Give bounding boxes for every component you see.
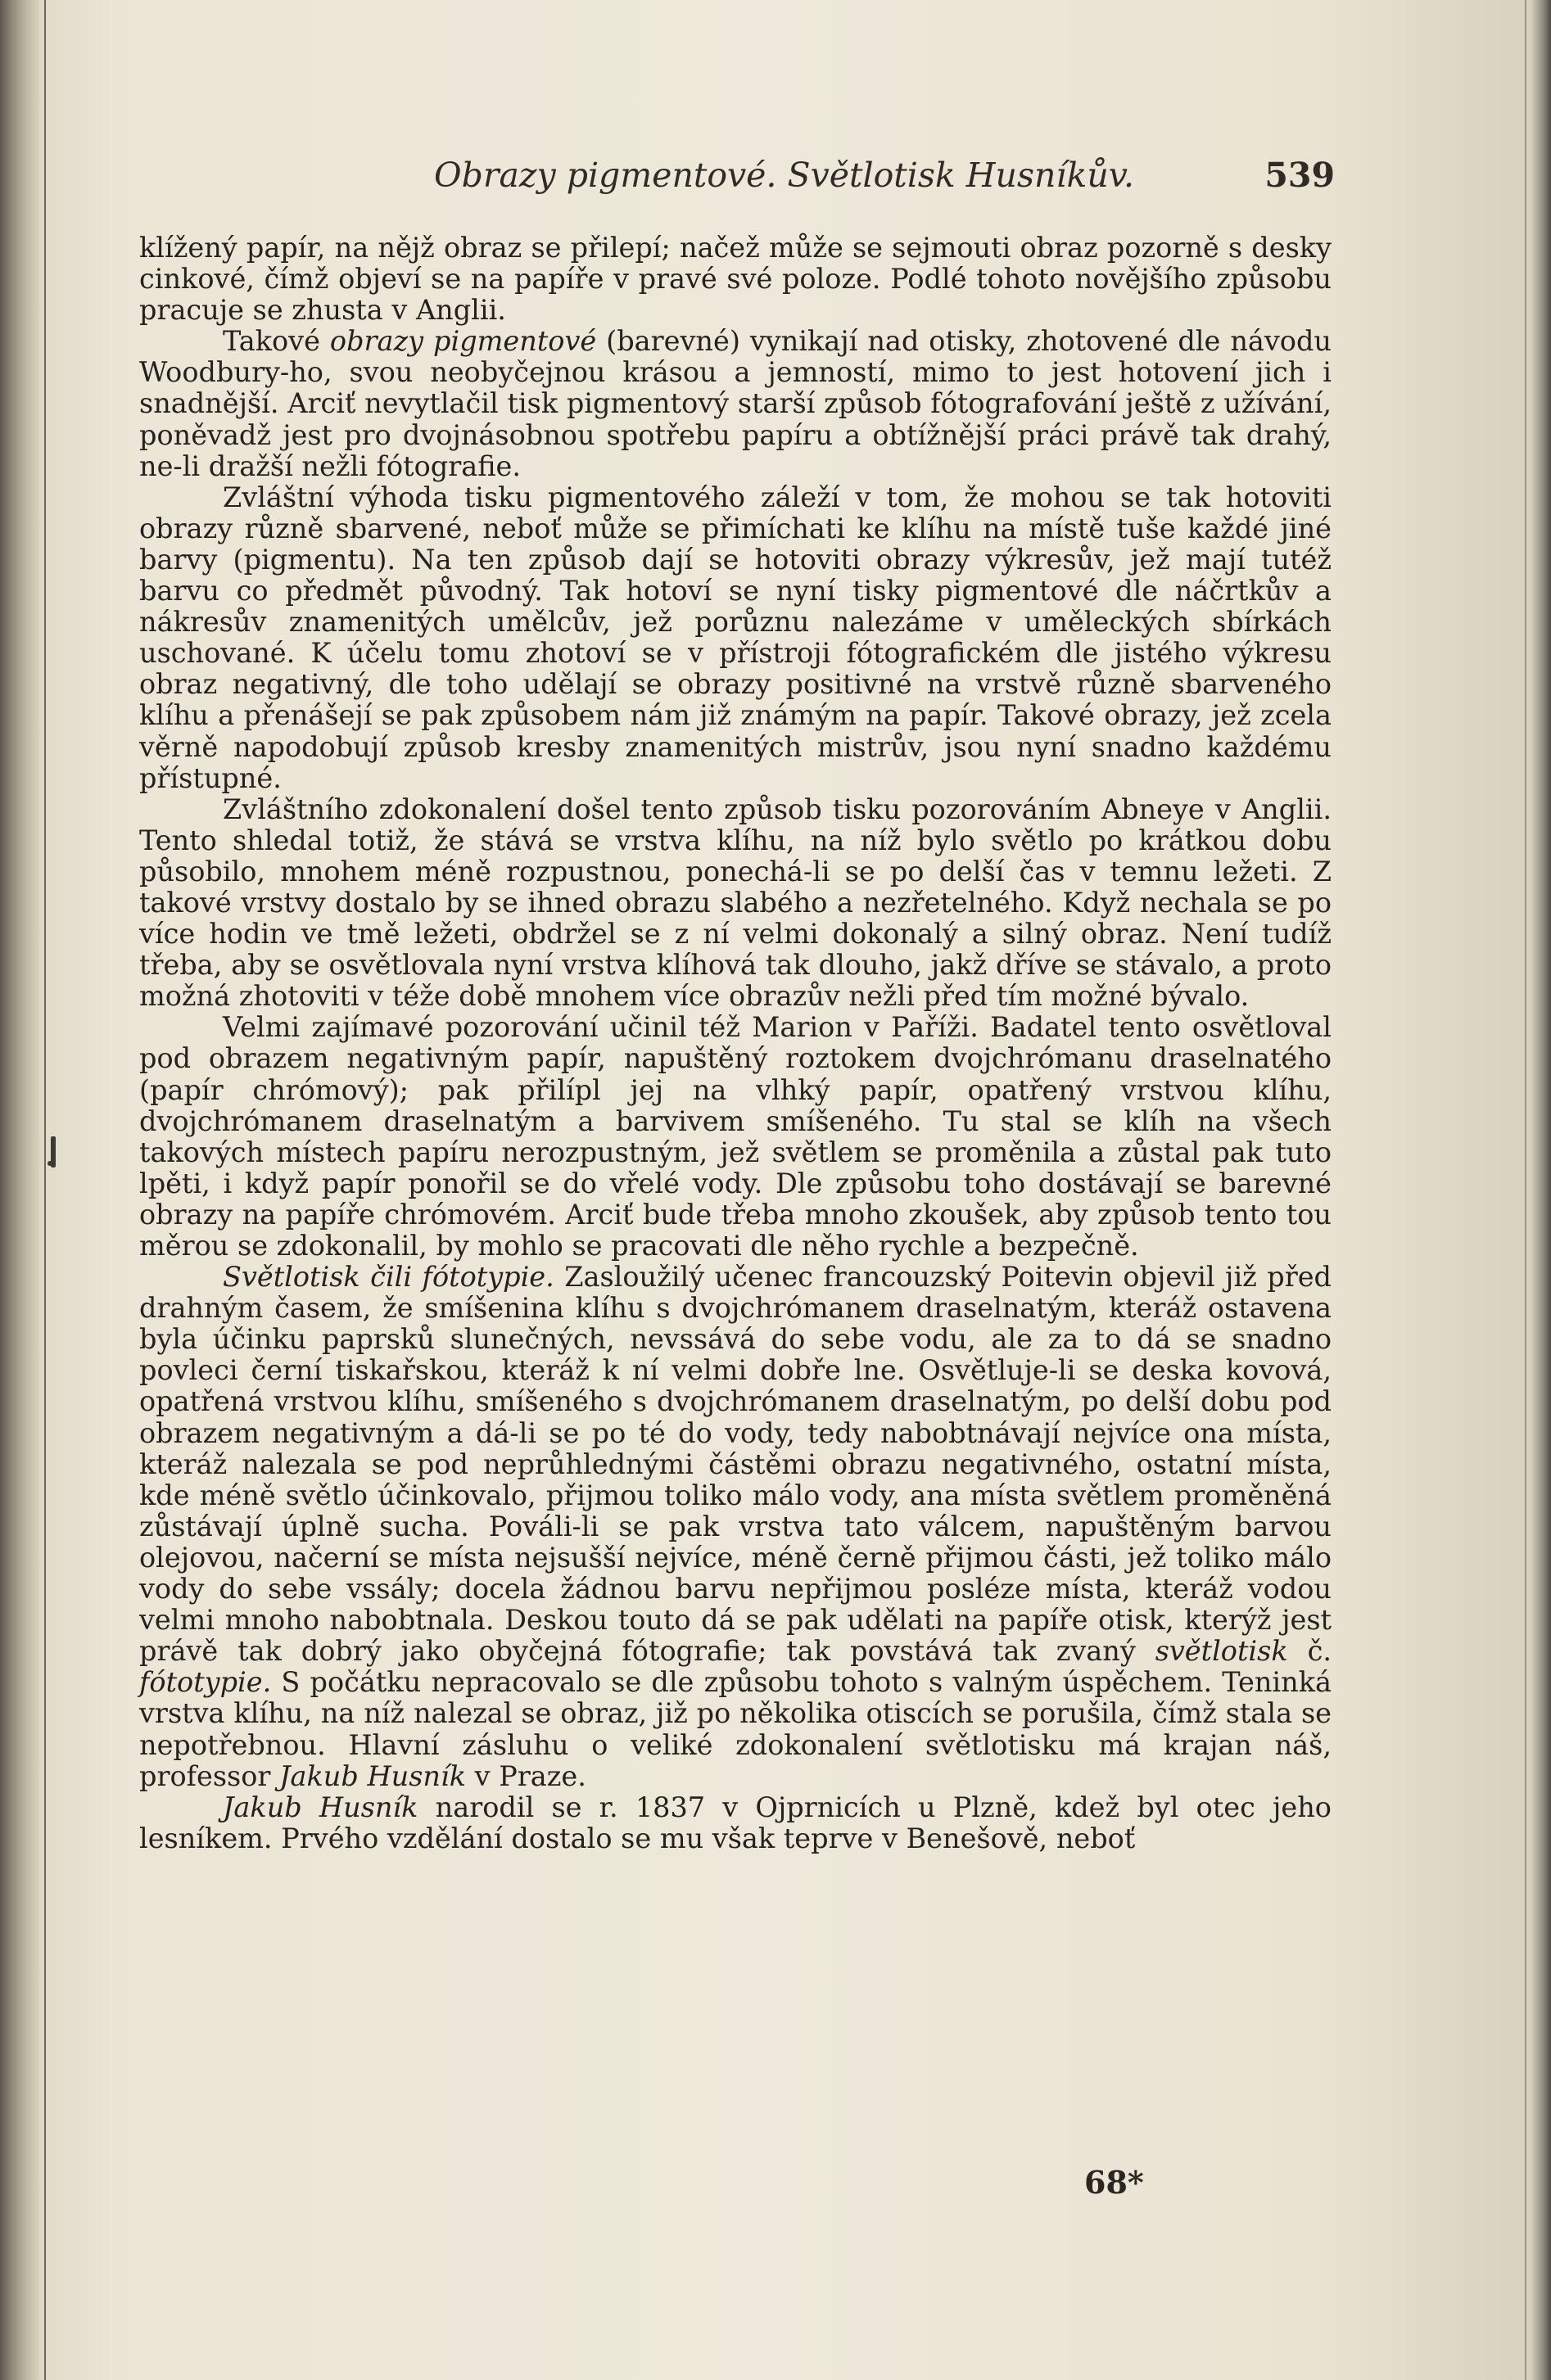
italic-text: Jakub Husník	[223, 1791, 418, 1823]
text-run: č.	[1287, 1635, 1332, 1668]
paragraph	[139, 233, 1332, 326]
text-run: (barevné) vynikají nad otisky, zhotovené dle návodu Woodbury-ho, svou neobyčejnou krásou a jemností, mimo to jest hotovení jich i snadnější. Arciť nevytlačil tisk pigmentový starší způsob fótografování ještě z užívání, poněvadž jest pro dvojnásobnou spotřebu papíru a obtížnější práci právě tak drahý, ne-li dražší nežli fótografie.	[139, 325, 1332, 482]
page-number: 539	[1264, 156, 1335, 195]
running-head: Obrazy pigmentové. Světlotisk Husníkův.	[434, 156, 1135, 195]
page-right-edge-line	[1525, 0, 1526, 2380]
italic-text: světlotisk	[1155, 1635, 1288, 1668]
paragraph	[139, 1262, 1332, 1792]
paragraph	[139, 482, 1332, 794]
text-run: Velmi zajímavé pozorování učinil též Marion v Paříži. Badatel tento osvětloval pod obrazem negativným papír, napuštěný roztokem dvojchrómanu draselnatého (papír chrómový); pak přilípl jej na vlhký papír, opatřený vrstvou klíhu, dvojchrómanem draselnatým a barvivem smíšeného. Tu stal se klíh na všech takových místech papíru nerozpustným, jež světlem se proměnila a zůstal pak tuto lpěti, i když papír ponořil se do vřelé vody. Dle způsobu toho dostávají se barevné obrazy na papíře chrómovém. Arciť bude třeba mnoho zkoušek, aby způsob tento tou měrou se zdokonalil, by mohlo se pracovati dle něho rychle a bezpečně.	[139, 1011, 1332, 1262]
page-header	[131, 156, 1335, 205]
text-run: Zvláštního zdokonalení došel tento způsob tisku pozorováním Abneye v Anglii. Tento shledal totiž, že stává se vrstva klíhu, na níž bylo světlo po krátkou dobu působilo, mnohem méně rozpustnou, ponechá-li se po delší čas v temnu ležeti. Z takové vrstvy dostalo by se ihned obrazu slabého a nezřetelného. Když nechala se po více hodin ve tmě ležeti, obdržel se z ní velmi dokonalý a silný obraz. Není tudíž třeba, aby se osvětlovala nyní vrstva klíhová tak dlouho, jakž dříve se stávalo, a proto možná zhotoviti v téže době mnohem více obrazův nežli před tím možné bývalo.	[139, 793, 1332, 1013]
italic-text: Jakub Husník	[279, 1759, 467, 1792]
body-text	[139, 233, 1332, 1854]
text-run: klížený papír, na nějž obraz se přilepí; načež může se sejmouti obraz pozorně s desky cinkové, čímž objeví se na papíře v pravé své poloze. Podlé tohoto novějšího způsobu pracuje se zhusta v Anglii.	[139, 232, 1332, 327]
text-run: Zvláštní výhoda tisku pigmentového záleží v tom, že mohou se tak hotoviti obrazy různě sbarvené, neboť může se přimíchati ke klíhu na místě tuše každé jiné barvy (pigmentu). Na ten způsob dají se hotoviti obrazy výkresův, jež mají tutéž barvu co předmět původný. Tak hotoví se nyní tisky pigmentové dle náčrtkův a nákresův znamenitých umělcův, jež porůznu nalezáme v uměleckých sbírkách uschované. K účelu tomu zhotoví se v přístroji fótografickém dle jistého výkresu obraz negativný, dle toho udělají se obrazy positivné na vrstvě různě sbarveného klíhu a přenášejí se pak způsobem nám již známým na papír. Takové obrazy, jež zcela věrně napodobují způsob kresby znamenitých mistrův, jsou nyní snadno každému přístupné.	[139, 481, 1332, 794]
paragraph	[139, 1792, 1332, 1854]
italic-text: obrazy pigmentové	[329, 325, 597, 358]
text-run: narodil se r. 1837 v Ojprnicích u Plzně, kdež byl otec jeho lesníkem. Prvého vzdělání dostalo se mu však teprve v Benešově, neboť	[139, 1791, 1332, 1854]
italic-text: Světlotisk čili fótotypie.	[223, 1261, 554, 1294]
paragraph	[139, 1012, 1332, 1262]
page-right-edge	[1531, 0, 1551, 2380]
margin-pencil-mark	[51, 1136, 56, 1167]
spine-edge-line	[44, 0, 46, 2380]
text-run: Zasloužilý učenec francouzský Poitevin objevil již před drahným časem, že smíšenina klíhu s dvojchrómanem draselnatým, kteráž ostavena byla účinku paprsků slunečných, nevssává do sebe vodu, ale za to dá se snadno povleci černí tiskařskou, kteráž k ní velmi dobře lne. Osvětluje-li se deska kovová, opatřená vrstvou klíhu, smíšeného s dvojchrómanem draselnatým, po delší dobu pod obrazem negativným a dá-li se po té do vody, tedy nabobtnávají nejvíce ona místa, kteráž nalezala se pod neprůhlednými částěmi obrazu negativného, ostatní místa, kde méně světlo účinkovalo, přijmou toliko málo vody, ana místa světlem proměněná zůstávají úplně sucha. Pováli-li se pak vrstva tato válcem, napuštěným barvou olejovou, načerní se místa nejsušší nejvíce, méně černě přijmou části, jež toliko málo vody do sebe vssály; docela žádnou barvu nepřijmou posléze místa, kteráž vodou velmi mnoho nabobtnala. Deskou touto dá se pak udělati na papíře otisk, kterýž jest právě tak dobrý jako obyčejná fótografie; tak povstává tak zvaný	[139, 1261, 1332, 1668]
paragraph	[139, 794, 1332, 1013]
text-run: Takové	[223, 325, 330, 358]
book-spine-shadow	[0, 0, 39, 2380]
italic-text: fótotypie.	[139, 1666, 272, 1699]
text-run: S počátku nepracovalo se dle způsobu tohoto s valným úspěchem. Teninká vrstva klíhu, na níž nalezal se obraz, již po několika otiscích se porušila, čímž stala se nepotřebnou. Hlavní zásluhu o veliké zdokonalení světlotisku má krajan náš, professor	[139, 1666, 1332, 1792]
text-run: v Praze.	[466, 1759, 586, 1792]
printer-signature-mark: 68*	[1084, 2164, 1144, 2201]
paragraph	[139, 326, 1332, 481]
